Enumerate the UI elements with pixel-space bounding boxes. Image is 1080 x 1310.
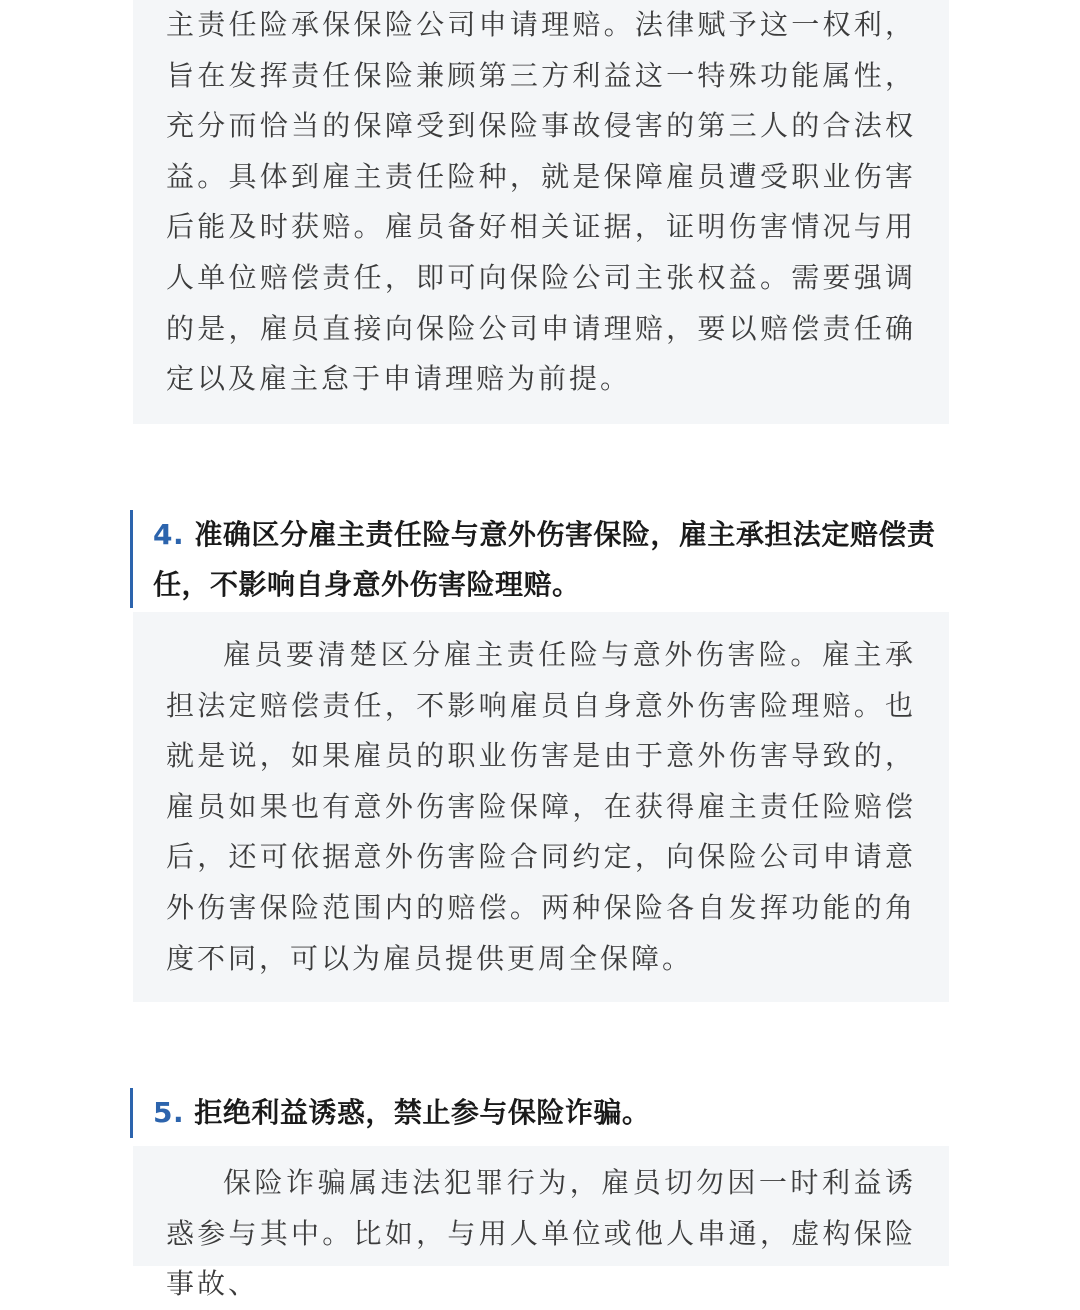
section-4-body xyxy=(133,612,949,1002)
section-5-heading xyxy=(130,1088,960,1138)
section-5-number: 5. xyxy=(153,1096,185,1129)
section-4-paragraph: 雇员要清楚区分雇主责任险与意外伤害险。雇主承担法定赔偿责任，不影响雇员自身意外伤害险理赔。也就是说，如果雇员的职业伤害是由于意外伤害导致的，雇员如果也有意外伤害险保障，在获得雇主责任险赔偿后，还可依据意外伤害险合同约定，向保险公司申请意外伤害保险范围内的赔偿。两种保险各自发挥功能的角度不同，可以为雇员提供更周全保障。 xyxy=(166,638,916,975)
section-4-heading xyxy=(130,510,960,608)
section-3-paragraph: 主责任险承保保险公司申请理赔。法律赋予这一权利，旨在发挥责任保险兼顾第三方利益这一特殊功能属性，充分而恰当的保障受到保险事故侵害的第三人的合法权益。具体到雇主责任险种，就是保障雇员遭受职业伤害后能及时获赔。雇员备好相关证据，证明伤害情况与用人单位赔偿责任，即可向保险公司主张权益。需要强调的是，雇员直接向保险公司申请理赔，要以赔偿责任确定以及雇主怠于申请理赔为前提。 xyxy=(166,8,916,396)
section-3-body xyxy=(133,0,949,424)
section-5-body xyxy=(133,1146,949,1301)
section-5-title: 拒绝利益诱惑，禁止参与保险诈骗。 xyxy=(194,1096,651,1129)
section-4-title: 准确区分雇主责任险与意外伤害保险，雇主承担法定赔偿责任，不影响自身意外伤害险理赔。 xyxy=(153,518,936,601)
section-4-number: 4. xyxy=(153,518,185,551)
section-5-paragraph: 保险诈骗属违法犯罪行为，雇员切勿因一时利益诱惑参与其中。比如，与用人单位或他人串通，虚构保险事故、 xyxy=(166,1166,916,1301)
